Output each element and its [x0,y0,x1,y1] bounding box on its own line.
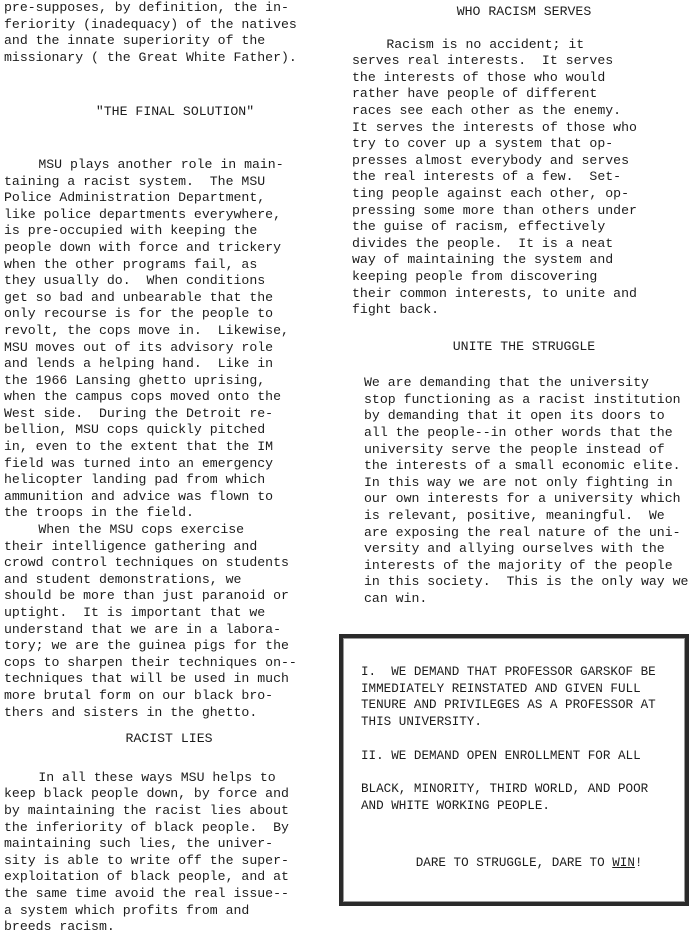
demand-1: I. WE DEMAND THAT PROFESSOR GARSKOF BE IMMEDIATELY REINSTATED AND GIVEN FULL TENURE AND PRIVILEGES AS A PROFESSOR AT THIS UNIVERSITY. [361,665,656,729]
slogan-suffix: ! [634,855,643,870]
demand-2: II. WE DEMAND OPEN ENROLLMENT FOR ALL BLACK, MINORITY, THIRD WORLD, AND POOR AND WHITE WORKING PEOPLE. [361,749,649,813]
demands-box [339,634,689,906]
right-column [352,0,696,608]
racist-lies-paragraph-1: In all these ways MSU helps to keep black people down, by force and by maintaining the racist lies about the inferiority of black people. By maintaining such lies, the univer- sity is able to write off the super- exploitation of black people, and at the same time avoid the real issue-- a system which profits from and breeds racism. [4,769,289,935]
final-solution-paragraph-1: MSU plays another role in main- taining a racist system. The MSU Police Administration Department, like police departments everywhere, is pre-occupied with keeping the people down with force and trickery when the other programs fail, as they usually do. When conditions get so bad and unbearable that the only recourse is for the people to revolt, the cops move in. Likewise, MSU moves out of its advisory role and lends a helping hand. Like in the 1966 Lansing ghetto uprising, when the campus cops moved onto the West side. During the Detroit re- bellion, MSU cops quickly pitched in, even to the extent that the IM field was turned into an emergency helicopter landing pad from which ammunition and advice was flown to the troops in the field. [4,156,289,521]
who-racism-serves-heading: WHO RACISM SERVES [456,4,592,19]
final-solution-heading: "THE FINAL SOLUTION" [95,104,255,120]
final-solution-paragraph-2: When the MSU cops exercise their intelligence gathering and crowd control techniques on students and student demonstrations, we should be more than just paranoid or uptight. It is important that we understand that we are in a labora- tory; we are the guinea pigs for the cops to sharpen their techniques on-- techniques that will be used in much more brutal form on our black bro- thers and sisters in the ghetto. [4,522,297,720]
slogan-prefix: DARE TO STRUGGLE, DARE TO [415,855,613,870]
slogan [343,838,685,888]
intro-paragraph: pre-supposes, by definition, the in- feriority (inadequacy) of the natives and the innate superiority of the missionary ( the Great White Father). [4,0,297,65]
racist-lies-heading: RACIST LIES [125,731,213,747]
who-racism-serves-paragraph: Racism is no accident; it serves real interests. It serves the interests of those who would rather have people of different races see each other as the enemy. It serves the interests of those who try to cover up a system that op- presses almost everybody and serves the real interests of a few. Set- ting people against each other, op- pressing some more than others under the guise of racism, effectively divides the people. It is a neat way of maintaining the system and keeping people from discovering their common interests, to unite and fight back. [352,36,637,318]
left-column [4,0,334,936]
unite-the-struggle-paragraph: We are demanding that the university stop functioning as a racist institution by demanding that it open its doors to all the people--in other words that the university serve the people instead of the interests of a small economic elite. In this way we are not only fighting in our own interests for a university which is relevant, positive, meaningful. We are exposing the real nature of the uni- versity and allying ourselves with the interests of the majority of the people in this society. This is the only way we can win. [364,375,689,606]
slogan-emphasis: WIN [612,855,635,870]
unite-the-struggle-heading: UNITE THE STRUGGLE [452,338,596,354]
